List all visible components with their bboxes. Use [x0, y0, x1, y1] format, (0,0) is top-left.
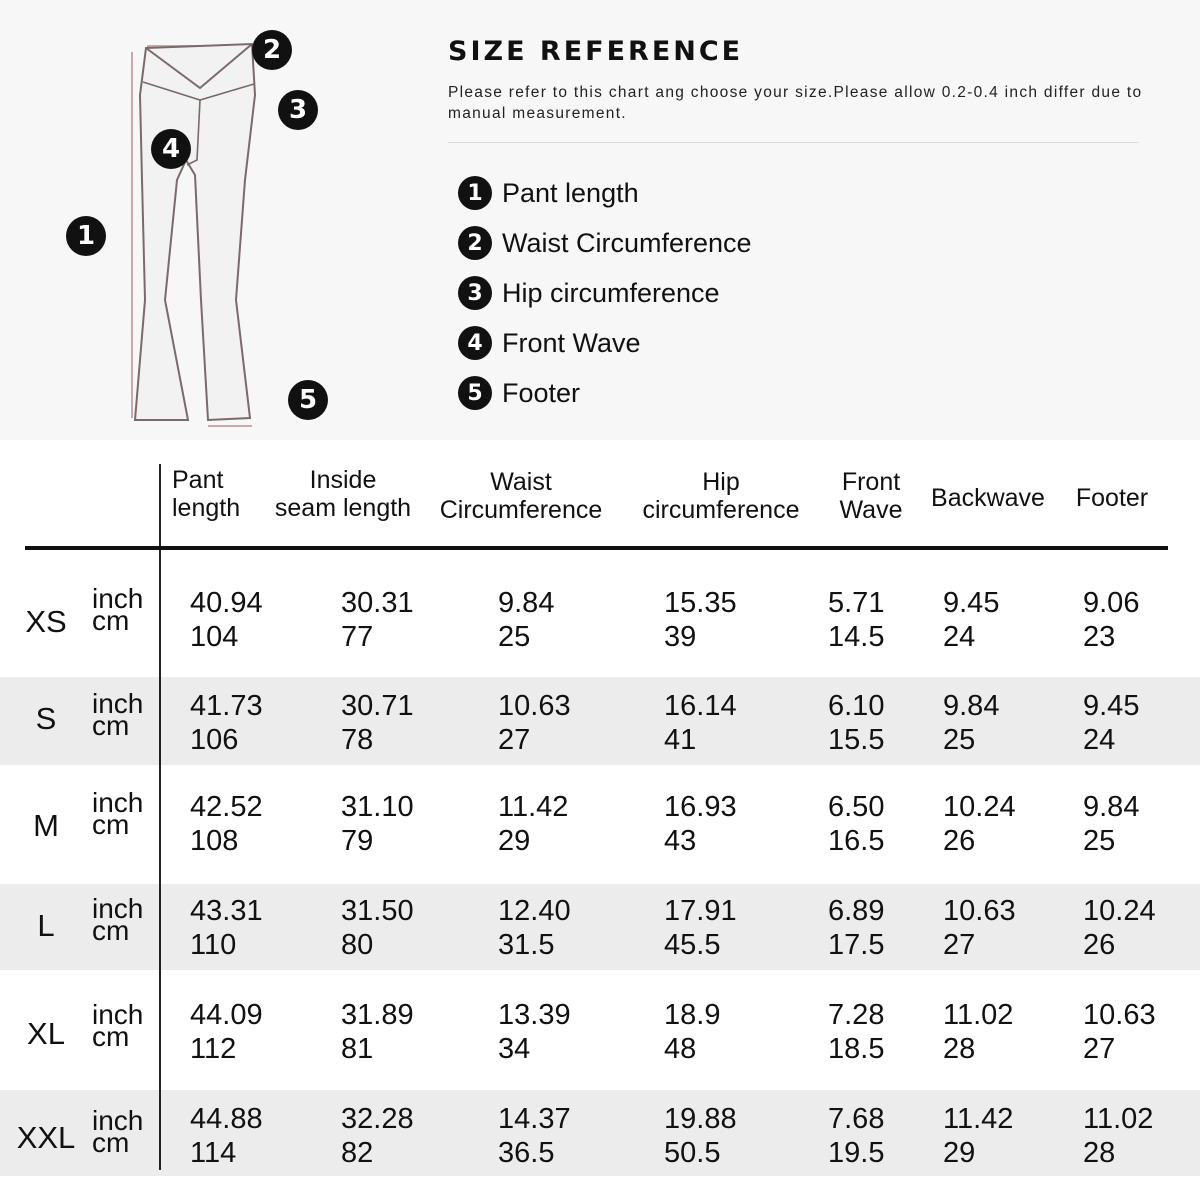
cell-inside-seam: [341, 998, 414, 1066]
cell-footer: [1083, 689, 1139, 757]
value-cm: 18.5: [828, 1033, 885, 1065]
header-hip: [632, 468, 810, 524]
cell-waist: [498, 790, 568, 858]
value-inch: 12.40: [498, 895, 571, 927]
cell-inside-seam: [341, 790, 414, 858]
legend-item-front-wave: [458, 318, 752, 368]
value-cm: 82: [341, 1137, 374, 1169]
legend-item-hip: [458, 268, 752, 318]
number-5-icon: 5: [458, 376, 492, 410]
marker-3-icon: 3: [278, 90, 318, 130]
unit-labels: [92, 787, 144, 840]
value-inch: 10.24: [943, 791, 1016, 823]
header-line: seam length: [274, 494, 412, 522]
value-cm: 77: [341, 621, 374, 653]
marker-2-icon: 2: [252, 30, 292, 70]
divider: [448, 142, 1138, 143]
unit-inch: inch: [92, 688, 144, 719]
unit-labels: [92, 583, 144, 636]
value-cm: 80: [341, 929, 374, 961]
value-inch: 32.28: [341, 1103, 414, 1135]
cell-front-wave: [828, 1102, 884, 1170]
value-inch: 9.84: [943, 690, 1000, 722]
value-cm: 28: [943, 1033, 976, 1065]
value-inch: 11.02: [1083, 1103, 1154, 1135]
cell-waist: [498, 998, 571, 1066]
value-inch: 7.28: [828, 999, 885, 1031]
value-cm: 36.5: [498, 1137, 555, 1169]
header-line: Hip: [702, 468, 740, 496]
header-pant-length: [172, 466, 240, 522]
value-inch: 16.93: [664, 791, 737, 823]
value-inch: 6.10: [828, 690, 885, 722]
header-waist: [432, 468, 610, 524]
value-cm: 29: [498, 825, 531, 857]
cell-front-wave: [828, 998, 884, 1066]
cell-waist: [498, 586, 554, 654]
unit-inch: inch: [92, 1105, 144, 1136]
header-front-wave: [826, 468, 916, 524]
value-inch: 15.35: [664, 587, 737, 619]
cell-footer: [1083, 1102, 1153, 1170]
header-column-divider: [159, 464, 161, 1170]
legend-label: Footer: [502, 377, 581, 408]
cell-pant-length: [190, 586, 263, 654]
legend-label: Pant length: [502, 177, 639, 208]
pants-outline: [135, 44, 255, 420]
cell-backwave: [943, 586, 999, 654]
cell-footer: [1083, 586, 1139, 654]
value-inch: 13.39: [498, 999, 571, 1031]
value-cm: 19.5: [828, 1137, 885, 1169]
value-cm: 34: [498, 1033, 531, 1065]
header-row-divider: [25, 546, 1168, 550]
header-line: Footer: [1075, 484, 1149, 512]
flare-pants-illustration: [0, 0, 440, 440]
unit-inch: inch: [92, 583, 144, 614]
unit-cm: cm: [92, 1021, 130, 1052]
header-line: length: [172, 494, 241, 522]
table-row-s: [0, 677, 1200, 765]
size-reference-note: Please refer to this chart ang choose your size.Please allow 0.2-0.4 inch differ due to manual measurement.: [448, 84, 1143, 122]
value-cm: 25: [1083, 825, 1116, 857]
unit-inch: inch: [92, 893, 144, 924]
unit-cm: cm: [92, 915, 130, 946]
cell-hip: [664, 894, 737, 962]
table-row-xxl: [0, 1090, 1200, 1176]
header-line: Waist: [490, 468, 552, 496]
value-inch: 43.31: [190, 895, 263, 927]
value-inch: 40.94: [190, 587, 263, 619]
value-cm: 25: [498, 621, 531, 653]
value-cm: 48: [664, 1033, 697, 1065]
header-inside-seam: [268, 466, 418, 522]
pants-diagram: [0, 0, 440, 440]
unit-cm: cm: [92, 605, 130, 636]
header-line: circumference: [642, 496, 800, 524]
number-4-icon: 4: [458, 326, 492, 360]
unit-labels: [92, 999, 144, 1052]
cell-backwave: [943, 894, 1016, 962]
legend-label: Hip circumference: [502, 277, 720, 308]
size-label: S: [35, 701, 57, 736]
number-1-icon: 1: [458, 176, 492, 210]
unit-labels: [92, 1105, 144, 1158]
unit-labels: [92, 688, 144, 741]
value-inch: 9.06: [1083, 587, 1140, 619]
cell-hip: [664, 1102, 737, 1170]
cell-footer: [1083, 790, 1139, 858]
legend-label: Waist Circumference: [502, 227, 752, 258]
cell-backwave: [943, 790, 1016, 858]
cell-inside-seam: [341, 689, 414, 757]
measurement-legend: [458, 168, 752, 418]
size-label: XXL: [16, 1120, 76, 1155]
value-inch: 30.31: [341, 587, 414, 619]
value-cm: 27: [498, 724, 531, 756]
unit-cm: cm: [92, 809, 130, 840]
header-line: Wave: [839, 496, 903, 524]
value-inch: 11.42: [498, 791, 569, 823]
cell-backwave: [943, 1102, 1013, 1170]
value-inch: 10.24: [1083, 895, 1156, 927]
value-inch: 44.09: [190, 999, 263, 1031]
table-row-l: [0, 884, 1200, 970]
value-cm: 24: [1083, 724, 1116, 756]
value-inch: 9.45: [1083, 690, 1140, 722]
value-cm: 15.5: [828, 724, 885, 756]
value-cm: 27: [1083, 1033, 1116, 1065]
cell-front-wave: [828, 586, 884, 654]
value-cm: 81: [341, 1033, 374, 1065]
value-cm: 25: [943, 724, 976, 756]
cell-hip: [664, 586, 737, 654]
unit-inch: inch: [92, 999, 144, 1030]
unit-labels: [92, 893, 144, 946]
value-inch: 9.45: [943, 587, 1000, 619]
marker-5-icon: 5: [288, 380, 328, 420]
value-cm: 29: [943, 1137, 976, 1169]
value-inch: 5.71: [828, 587, 885, 619]
header-backwave: [926, 484, 1050, 512]
value-cm: 23: [1083, 621, 1116, 653]
cell-pant-length: [190, 998, 263, 1066]
value-inch: 10.63: [498, 690, 571, 722]
legend-item-pant-length: [458, 168, 752, 218]
value-cm: 110: [190, 929, 237, 961]
table-row-xs: [0, 574, 1200, 670]
header-line: Front: [841, 468, 901, 496]
value-cm: 106: [190, 724, 239, 756]
header-line: Pant: [172, 466, 224, 494]
header-line: Backwave: [931, 484, 1045, 512]
value-inch: 41.73: [190, 690, 263, 722]
size-label: L: [37, 908, 55, 943]
value-cm: 45.5: [664, 929, 721, 961]
value-inch: 16.14: [664, 690, 737, 722]
size-label: M: [33, 808, 59, 843]
value-cm: 114: [190, 1137, 237, 1169]
value-inch: 6.89: [828, 895, 885, 927]
cell-backwave: [943, 998, 1013, 1066]
value-inch: 31.10: [341, 791, 414, 823]
value-cm: 26: [943, 825, 976, 857]
value-inch: 31.89: [341, 999, 414, 1031]
cell-front-wave: [828, 894, 884, 962]
cell-pant-length: [190, 1102, 263, 1170]
header-footer: [1064, 484, 1160, 512]
value-inch: 11.42: [943, 1103, 1014, 1135]
cell-inside-seam: [341, 1102, 414, 1170]
value-cm: 39: [664, 621, 697, 653]
header-line: Inside: [309, 466, 377, 494]
table-row-xl: [0, 986, 1200, 1082]
value-inch: 10.63: [1083, 999, 1156, 1031]
cell-waist: [498, 894, 571, 962]
value-inch: 9.84: [1083, 791, 1140, 823]
unit-cm: cm: [92, 1127, 130, 1158]
table-row-m: [0, 778, 1200, 874]
value-inch: 18.9: [664, 999, 721, 1031]
size-label: XS: [25, 604, 67, 639]
value-inch: 9.84: [498, 587, 555, 619]
cell-backwave: [943, 689, 999, 757]
value-cm: 41: [664, 724, 697, 756]
unit-inch: inch: [92, 787, 144, 818]
cell-inside-seam: [341, 586, 414, 654]
cell-waist: [498, 689, 571, 757]
cell-front-wave: [828, 689, 884, 757]
cell-waist: [498, 1102, 571, 1170]
value-cm: 24: [943, 621, 976, 653]
cell-hip: [664, 689, 737, 757]
size-reference-panel: [0, 0, 1200, 440]
cell-footer: [1083, 894, 1156, 962]
number-2-icon: 2: [458, 226, 492, 260]
value-inch: 10.63: [943, 895, 1016, 927]
cell-pant-length: [190, 894, 263, 962]
value-cm: 16.5: [828, 825, 885, 857]
number-3-icon: 3: [458, 276, 492, 310]
value-cm: 14.5: [828, 621, 885, 653]
value-inch: 17.91: [664, 895, 737, 927]
value-cm: 78: [341, 724, 374, 756]
cell-hip: [664, 998, 720, 1066]
header-line: Circumference: [439, 496, 603, 524]
value-cm: 50.5: [664, 1137, 721, 1169]
value-cm: 104: [190, 621, 239, 653]
value-cm: 17.5: [828, 929, 885, 961]
legend-item-waist: [458, 218, 752, 268]
value-inch: 19.88: [664, 1103, 737, 1135]
value-cm: 31.5: [498, 929, 555, 961]
value-inch: 42.52: [190, 791, 263, 823]
legend-item-footer: [458, 368, 752, 418]
cell-footer: [1083, 998, 1156, 1066]
unit-cm: cm: [92, 710, 130, 741]
cell-pant-length: [190, 689, 263, 757]
value-cm: 26: [1083, 929, 1116, 961]
value-inch: 30.71: [341, 690, 414, 722]
cell-front-wave: [828, 790, 884, 858]
size-label: XL: [27, 1016, 65, 1051]
value-inch: 11.02: [943, 999, 1014, 1031]
cell-inside-seam: [341, 894, 414, 962]
value-inch: 44.88: [190, 1103, 263, 1135]
size-reference-title: SIZE REFERENCE: [448, 36, 744, 67]
value-cm: 28: [1083, 1137, 1116, 1169]
value-cm: 43: [664, 825, 697, 857]
value-inch: 7.68: [828, 1103, 885, 1135]
value-inch: 6.50: [828, 791, 885, 823]
marker-4-icon: 4: [151, 129, 191, 169]
cell-pant-length: [190, 790, 263, 858]
value-cm: 108: [190, 825, 239, 857]
value-cm: 112: [190, 1033, 237, 1065]
legend-label: Front Wave: [502, 327, 641, 358]
value-cm: 79: [341, 825, 374, 857]
value-inch: 14.37: [498, 1103, 571, 1135]
marker-1-icon: 1: [66, 216, 106, 256]
cell-hip: [664, 790, 737, 858]
value-cm: 27: [943, 929, 976, 961]
value-inch: 31.50: [341, 895, 414, 927]
